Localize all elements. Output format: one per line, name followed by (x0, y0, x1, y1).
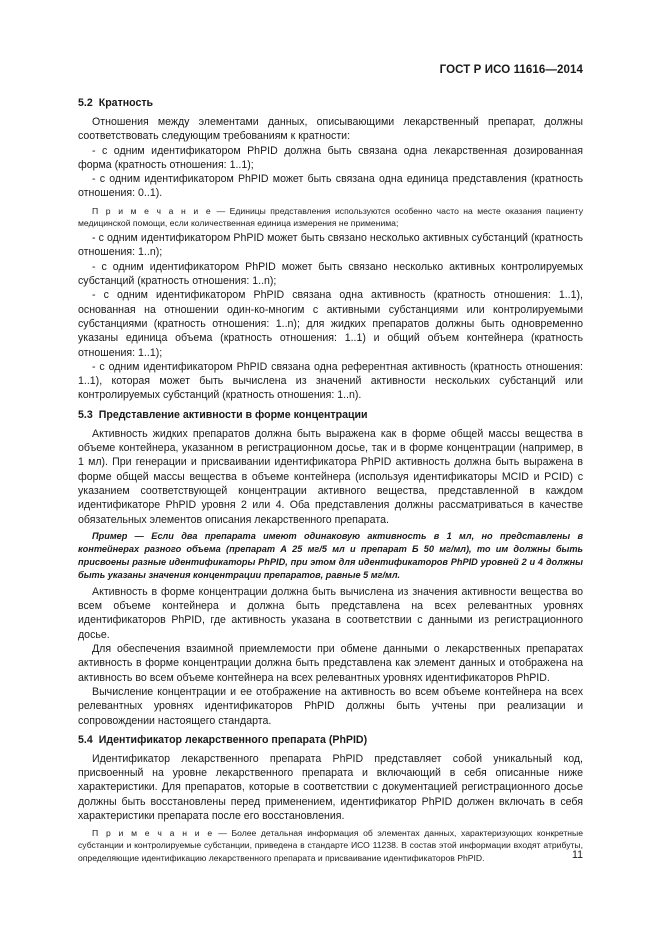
note-text: — Единицы представления используются особенно часто на месте оказания пациенту медицинской помощи, если количественная единица измерения не применима; (78, 205, 584, 228)
section-number: 5.4 (78, 733, 93, 746)
list-item: - с одним идентификатором PhPID связана одна референтная активность (кратность отношения: 1..1), которая может быть вычислена из значений активности нескольких субстанций или контролируемых субстанций (кратность отношения: 1..n). (78, 360, 583, 402)
section-number: 5.2 (78, 97, 93, 109)
paragraph: Идентификатор лекарственного препарата PhPID представляет собой уникальный код, присвоенный на уровне лекарственного препарата и включающий в себя описанные ниже характеристики. Для препаратов, которые в соответствии с документацией регистрационного досье должны быть восстановлены перед применением, идентификатор PhPID должен включать в себя характеристики препарата после его восстановления. (78, 752, 583, 822)
note-text: — Более детальная информация об элементах данных, характеризующих конкретные субстанции и контролируемые субстанции, приведена в стандарте ИСО 11238. В состав этой информации входят атрибуты, определяющие идентификацию лекарственного препарата и присваивание идентификаторов PhPID. (78, 828, 583, 863)
list-item: - с одним идентификатором PhPID может быть связано несколько активных контролируемых субстанций (кратность отношения: 1..n); (78, 260, 583, 288)
note (78, 205, 583, 229)
section-number: 5.3 (78, 408, 93, 421)
paragraph: Активность в форме концентрации должна быть вычислена из значения активности вещества во всем объеме контейнера и должна быть представлена на всех релевантных уровнях идентификаторов PhPID, где активность указана в соответствии с данными из регистрационного досье. (78, 585, 583, 641)
section-5-3-heading (78, 408, 583, 422)
page-number: 11 (572, 849, 583, 861)
example: Пример — Если два препарата имеют одинаковую активность в 1 мл, но представлены в контейнерах разного объема (препарат А 25 мг/5 мл и препарат Б 50 мг/мл), то им должны быть присвоены разные идентификаторы PhPID, при этом для идентификаторов PhPID уровней 2 и 4 должны быть указаны значения концентрации препаратов, равные 5 мг/мл. (78, 530, 583, 580)
section-5-2-heading (78, 96, 583, 110)
section-title: Идентификатор лекарственного препарата (PhPID) (98, 733, 368, 746)
section-5-4-heading (78, 733, 583, 747)
list-item: - с одним идентификатором PhPID должна быть связана одна лекарственная дозированная форма (кратность отношения: 1..1); (78, 144, 583, 171)
note (78, 827, 583, 864)
list-item: - с одним идентификатором PhPID может быть связано несколько активных субстанций (кратность отношения: 1..n); (78, 232, 583, 259)
document-body (78, 96, 583, 866)
document-header: ГОСТ Р ИСО 11616—2014 (439, 64, 583, 76)
paragraph: Для обеспечения взаимной приемлемости при обмене данными о лекарственных препаратах активность в форме концентрации должна быть представлена как элемент данных и отображена на активность во всем объеме контейнера на всех релевантных уровнях идентификаторов PhPID. (78, 643, 583, 684)
note-label: П р и м е ч а н и е (92, 828, 214, 839)
section-5-2-intro: Отношения между элементами данных, описывающими лекарственный препарат, должны соответствовать следующим требованиям к кратности: (78, 116, 583, 143)
section-title: Представление активности в форме концентрации (98, 408, 368, 421)
list-item: - с одним идентификатором PhPID связана одна активность (кратность отношения: 1..1), основанная на отношении один-ко-многим с активными субстанциями или контролируемыми субстанциями (кратность отношения: 1..n); для жидких препаратов должны быть одновременно указаны единица объема (кратность отношения: 1..1) и общий объем контейнера (кратность отношения: 1..1); (78, 289, 583, 359)
paragraph: Активность жидких препаратов должна быть выражена как в форме общей массы вещества в объеме контейнера, указанном в регистрационном досье, так и в форме концентрации (например, в 1 мл). При генерации и присваивании идентификатора PhPID активность должна быть выражена в форме общей массы вещества в объеме контейнера (используя идентификаторы MCID и PCID) с указанием соответствующей концентрации активного вещества, представленной в каждом идентификаторе PhPID уровня 2 или 4. Оба представления должны рассматриваться в качестве обязательных элементов описания лекарственного препарата. (78, 427, 583, 526)
list-item: - с одним идентификатором PhPID может быть связана одна единица представления (кратность отношения: 0..1). (78, 173, 583, 200)
note-label: П р и м е ч а н и е (92, 205, 213, 216)
paragraph: Вычисление концентрации и ее отображение на активность во всем объеме контейнера на всех релевантных уровнях идентификаторов PhPID должны быть учтены при реализации и сопровождении настоящего стандарта. (78, 685, 583, 727)
section-title: Кратность (98, 97, 154, 109)
